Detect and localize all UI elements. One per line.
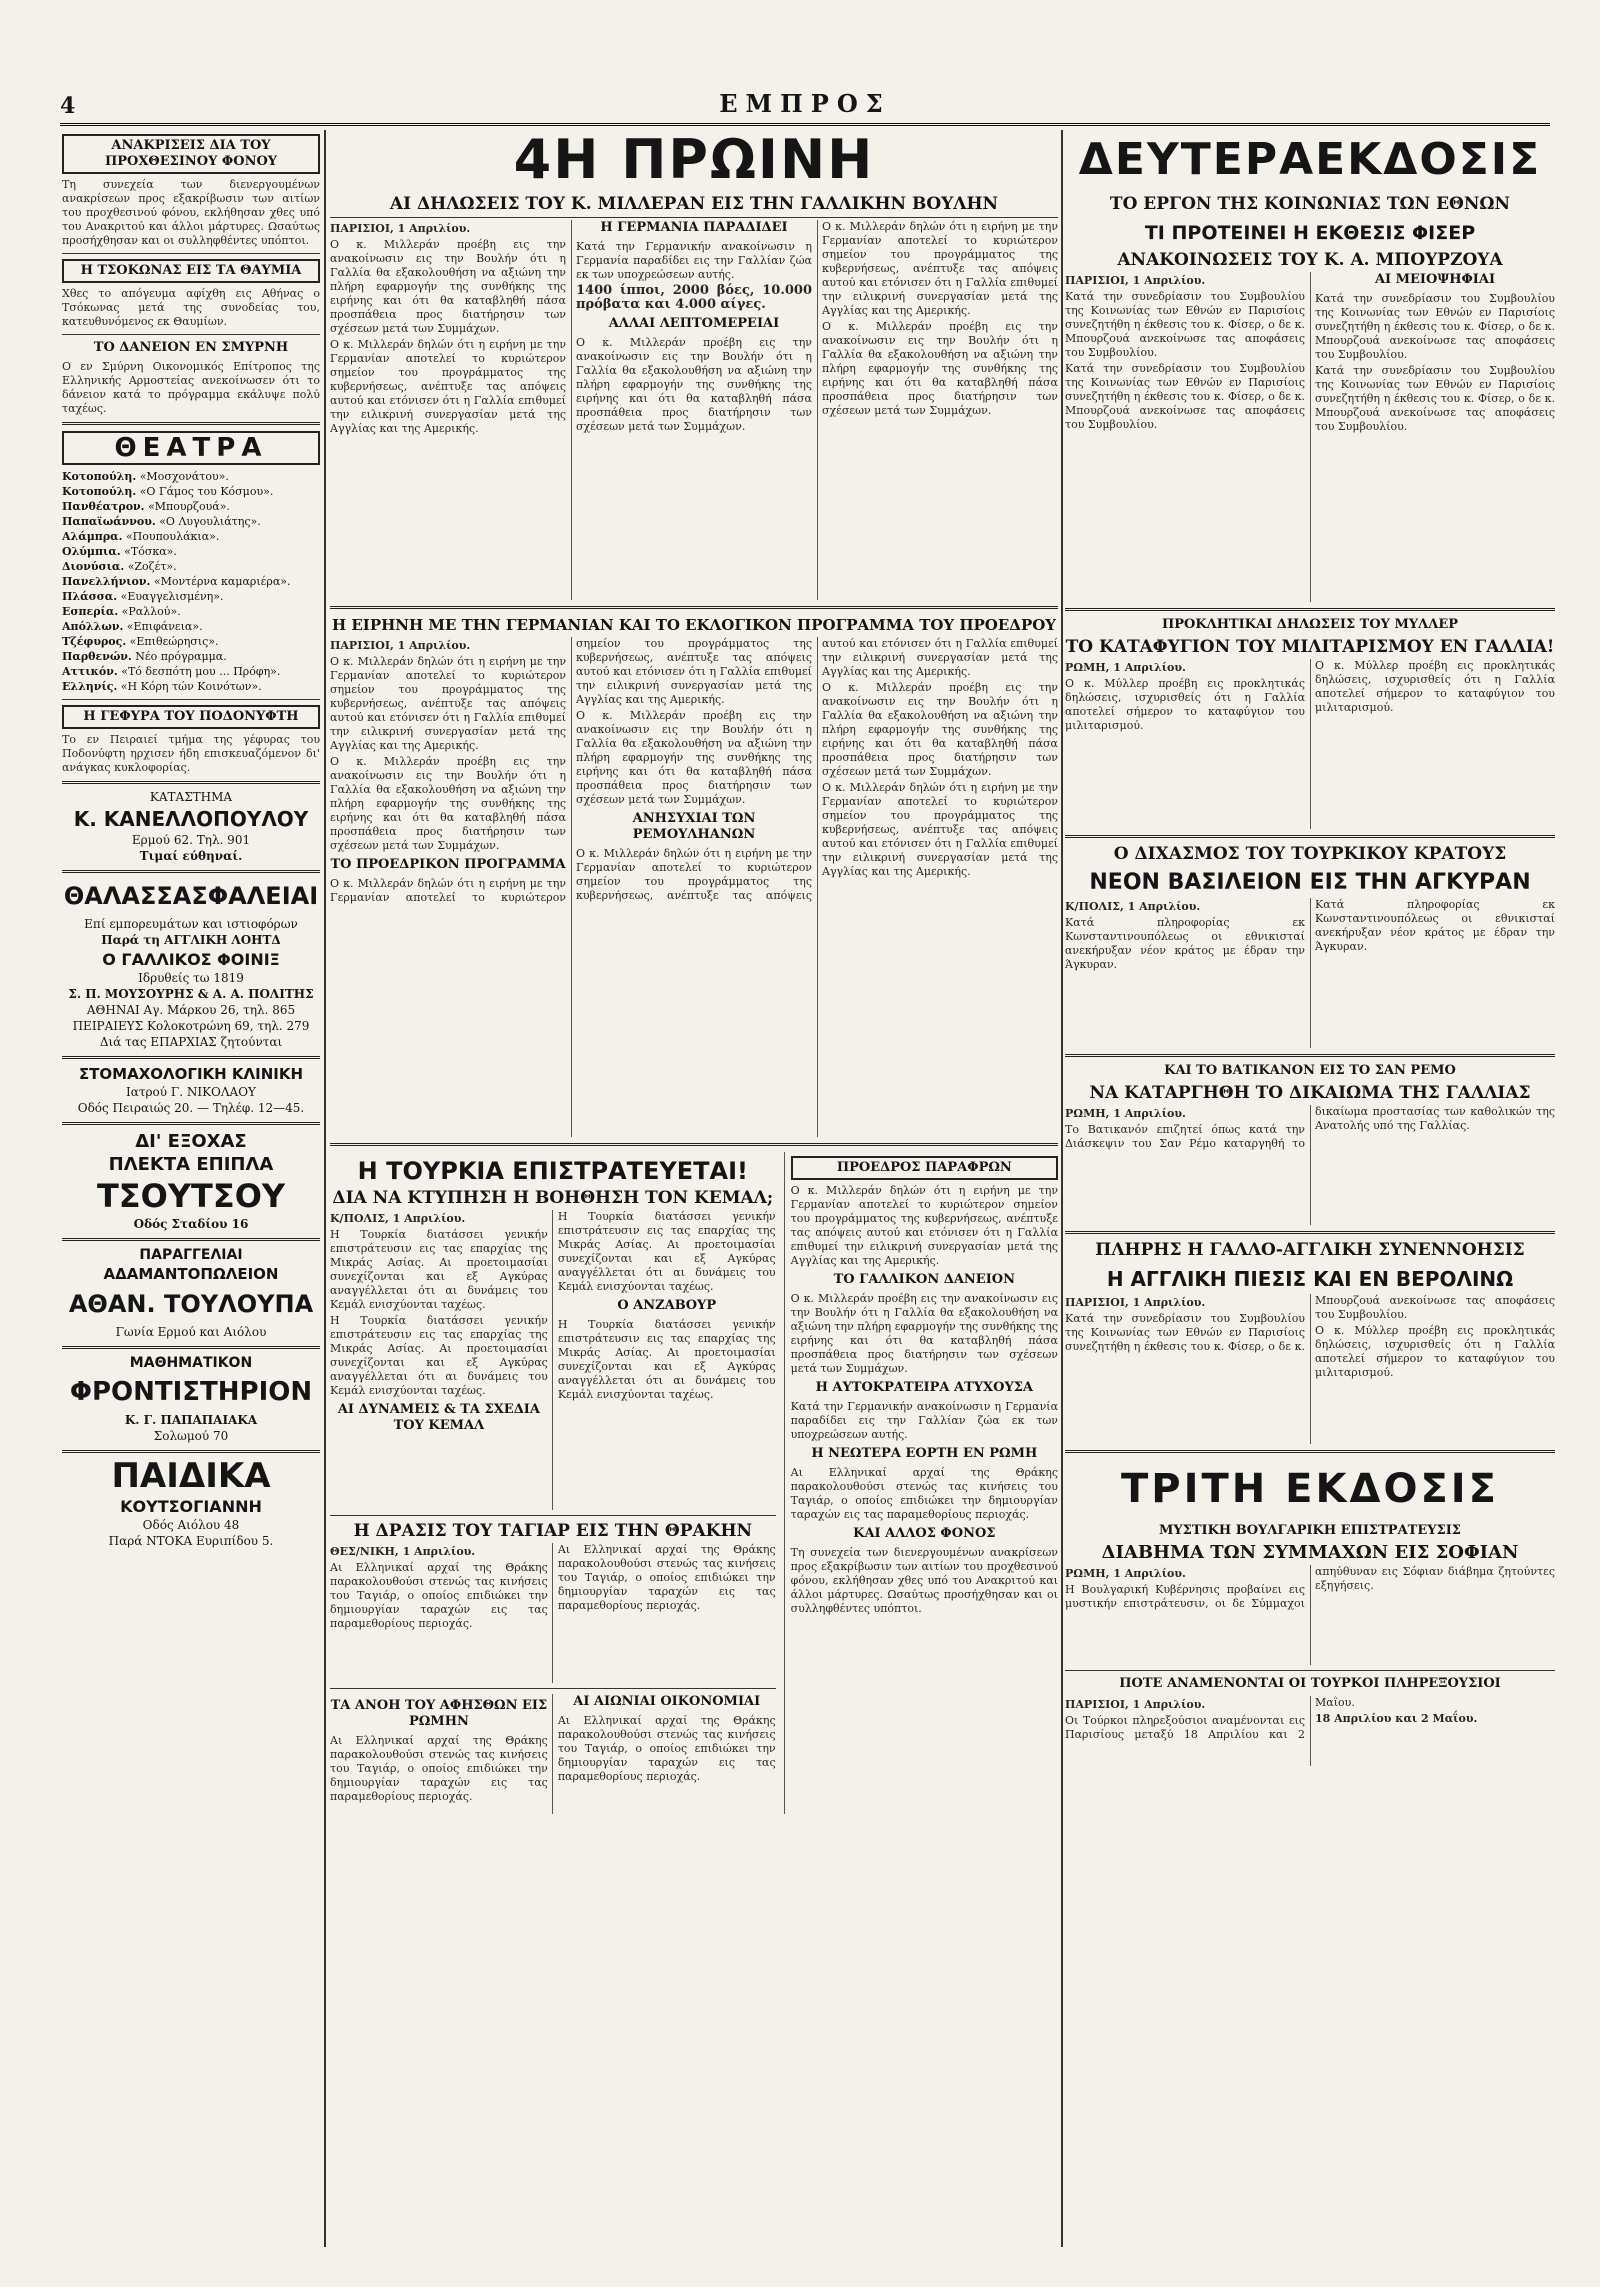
headline-katafygion: ΤΟ ΚΑΤΑΦΥΓΙΟΝ ΤΟΥ ΜΙΛΙΤΑΡΙΣΜΟΥ ΕΝ ΓΑΛΛΙΑ! <box>1065 637 1555 657</box>
article-text: Η Τουρκία διατάσσει γενικήν επιστράτευσιν εις τας επαρχίας της Μικράς Ασίας. Αι προετοιμασίαι συνεχίζονται και εξ Αγκύρας αναγγέλλεται ότι αι δυνάμεις του Κεμάλ ενισχύονται ταχέως. <box>330 1228 548 1311</box>
ad-label: ΚΑΤΑΣΤΗΜΑ <box>149 790 233 804</box>
ad-paidika: ΠΑΙΔΙΚΑ <box>111 1456 271 1496</box>
article-text: Η Τουρκία διατάσσει γενικήν επιστράτευσιν εις τας επαρχίας της Μικράς Ασίας. Αι προετοιμασίαι συνεχίζονται και εξ Αγκύρας αναγγέλλεται ότι αι δυνάμεις του Κεμάλ ενισχύονται ταχέως. <box>557 1318 776 1401</box>
ad-line: Ο ΓΑΛΛΙΚΟΣ ΦΟΙΝΙΞ <box>102 950 280 969</box>
headline-dynameis: ΑΙ ΔΥΝΑΜΕΙΣ & ΤΑ ΣΧΕΔΙΑ ΤΟΥ ΚΕΜΑΛ <box>337 1402 540 1433</box>
ad-line: ΑΔΑΜΑΝΤΟΠΩΛΕΙΟΝ <box>103 1265 279 1283</box>
article-text: Η Τουρκία διατάσσει γενικήν επιστράτευσιν εις τας επαρχίας της Μικράς Ασίας. Αι προετοιμασίαι συνεχίζονται και εξ Αγκύρας αναγγέλλεται ότι αι δυνάμεις του Κεμάλ ενισχύονται ταχέως. <box>330 1314 548 1397</box>
ad-price: Τιμαί εύθηναί. <box>139 849 243 863</box>
article-text: Ο κ. Μιλλεράν προέβη εις την ανακοίνωσιν εις την Βουλήν ότι η Γαλλία θα εξακολουθήση να αξιώνη την πλήρη εφαρμογήν της συνθήκης της ειρήνης και ότι θα καταβληθή πάσα προσπάθεια προς διατήρησιν των σχέσεων μετά των Συμμάχων. <box>330 238 566 335</box>
article-text: Ο κ. Μύλλερ προέβη εις προκλητικάς δηλώσεις, ισχυρισθείς ότι η Γαλλία αποτελεί σήμερον το καταφύγιον του μιλιταρισμού. <box>1065 677 1305 732</box>
ad-address: Σολωμού 70 <box>153 1429 229 1443</box>
dateline: Κ/ΠΟΛΙΣ, 1 Απριλίου. <box>330 1212 466 1225</box>
article-text: Οι Τούρκοι πληρεξούσιοι αναμένονται εις Παρισίους μεταξύ 18 Απριλίου και 2 Μαΐου. <box>1065 1696 1355 1741</box>
article-text: Αι Ελληνικαί αρχαί της Θράκης παρακολουθούσι στενώς τας κινήσεις του Ταγιάρ, ο οποίος επιδιώκει την δημιουργίαν ταραχών εις τας παραμεθορίους περιοχάς. <box>330 1734 548 1803</box>
article-millerand <box>330 220 1058 600</box>
ad-line: Ιδρυθείς τω 1819 <box>138 971 244 985</box>
headline-daneion: ΤΟ ΔΑΝΕΙΟΝ ΕΝ ΣΜΥΡΝΗ <box>93 340 289 355</box>
lower-center <box>330 1152 1058 1814</box>
headline-piesis: Η ΑΓΓΛΙΚΗ ΠΙΕΣΙΣ ΚΑΙ ΕΝ ΒΕΡΟΛΙΝΩ <box>1106 1267 1514 1291</box>
headline-proini: 4Η ΠΡΩΙΝΗ <box>513 130 875 191</box>
list-item: Πανθέατρον. «Μπουρζουά». <box>62 500 230 513</box>
list-item: Πλάσσα. «Ευαγγελισμένη». <box>62 590 224 603</box>
ad-thalassasfaleiai: ΘΑΛΑΣΣΑΣΦΑΛΕΙΑΙ <box>63 882 319 910</box>
article-text: Ο κ. Μιλλεράν προέβη εις την ανακοίνωσιν εις την Βουλήν ότι η Γαλλία θα εξακολουθήση να αξιώνη την πλήρη εφαρμογήν της συνθήκης της ειρήνης και ότι θα καταβληθή πάσα προσπάθεια προς διατήρησιν των σχέσεων μετά των Συμμάχων. <box>822 320 1058 417</box>
page-number: 4 <box>60 93 76 119</box>
ad-line: ΠΛΕΚΤΑ ΕΠΙΠΛΑ <box>108 1154 274 1175</box>
theatre-list <box>62 469 320 694</box>
article-text: Ο κ. Μιλλεράν προέβη εις την ανακοίνωσιν εις την Βουλήν ότι η Γαλλία θα εξακολουθήση να αξιώνη την πλήρη εφαρμογήν της συνθήκης της ειρήνης και ότι θα καταβληθή πάσα προσπάθεια προς διατήρησιν των σχέσεων μετά των Συμμάχων. <box>790 1292 1058 1375</box>
ad-tsoutsou: ΤΣΟΥΤΣΟΥ <box>96 1177 286 1215</box>
article-ethnon <box>1065 272 1555 602</box>
headline-fonos: ΚΑΙ ΑΛΛΟΣ ΦΟΝΟΣ <box>853 1526 996 1541</box>
headline-bourzoua: ΑΝΑΚΟΙΝΩΣΕΙΣ ΤΟΥ Κ. Α. ΜΠΟΥΡΖΟΥΑ <box>1117 250 1503 270</box>
article-text: Το εν Πειραιεί τμήμα της γέφυρας του Ποδονύφτη ηρχισεν ήδη επισκευαζόμενον δι' ανάγκας κυκλοφορίας. <box>62 733 320 774</box>
headline-alla: ΑΛΛΑΙ ΛΕΠΤΟΜΕΡΕΙΑΙ <box>608 316 780 331</box>
masthead <box>60 89 1550 126</box>
headline-ethnon: ΤΟ ΕΡΓΟΝ ΤΗΣ ΚΟΙΝΩΝΙΑΣ ΤΩΝ ΕΘΝΩΝ <box>1109 194 1511 214</box>
ad-line: Επί εμπορευμάτων και ιστιοφόρων <box>84 917 298 931</box>
ad-line: Παρά ΝΤΟΚΑ Ευριπίδου 5. <box>108 1534 274 1548</box>
ad-stomachologiki: ΣΤΟΜΑΧΟΛΟΓΙΚΗ ΚΛΙΝΙΚΗ <box>78 1065 304 1083</box>
headline-dichasmos: Ο ΔΙΧΑΣΜΟΣ ΤΟΥ ΤΟΥΡΚΙΚΟΥ ΚΡΑΤΟΥΣ <box>1113 844 1507 864</box>
column-rule <box>324 130 326 2247</box>
article-text: Ο κ. Μιλλεράν προέβη εις την ανακοίνωσιν εις την Βουλήν ότι η Γαλλία θα εξακολουθήση να αξιώνη την πλήρη εφαρμογήν της συνθήκης της ειρήνης και ότι θα καταβληθή πάσα προσπάθεια προς διατήρησιν των σχέσεων μετά των Συμμάχων. <box>576 336 812 433</box>
ad-address: Ερμού 62. Τηλ. 901 <box>131 833 251 847</box>
list-item: Διονύσια. «Ζοζέτ». <box>62 560 177 573</box>
list-item: Αττικόν. «Τό δεσπότη μου ... Πρόφη». <box>62 665 281 678</box>
dateline: ΠΑΡΙΣΙΟΙ, 1 Απριλίου. <box>1065 274 1206 287</box>
headline-diavima: ΔΙΑΒΗΜΑ ΤΩΝ ΣΥΜΜΑΧΩΝ ΕΙΣ ΣΟΦΙΑΝ <box>1101 1542 1519 1563</box>
headline-tourkia: Η ΤΟΥΡΚΙΑ ΕΠΙΣΤΡΑΤΕΥΕΤΑΙ! <box>357 1157 748 1185</box>
article-text: Ο κ. Μιλλεράν δηλών ότι η ειρήνη με την Γερμανίαν αποτελεί το κυριώτερον σημείον του προγράμματος της κυβερνήσεως, ανέπτυξε τας απόψεις αυτού και ετόνισεν ότι η Γαλλία επιθυμεί την ειλικρινή συνεργασίαν μετά της Αγγλίας και της Αμερικής. <box>822 781 1058 878</box>
headline-myller: ΠΡΟΚΛΗΤΙΚΑΙ ΔΗΛΩΣΕΙΣ ΤΟΥ ΜΥΛΛΕΡ <box>1161 617 1459 632</box>
article-text: Κατά την συνεδρίασιν του Συμβουλίου της Κοινωνίας των Εθνών εν Παρισίοις συνεζητήθη η έκθεσις του κ. Φίσερ, ο δε κ. Μπουρζουά ανεκοίνωσε τας αποφάσεις του Συμβουλίου. <box>1065 290 1305 359</box>
headline-eirini: Η ΕΙΡΗΝΗ ΜΕ ΤΗΝ ΓΕΡΜΑΝΙΑΝ ΚΑΙ ΤΟ ΕΚΛΟΓΙΚΟΝ ΠΡΟΓΡΑΜΜΑ ΤΟΥ ΠΡΟΕΔΡΟΥ <box>331 616 1056 634</box>
headline-millerand: ΑΙ ΔΗΛΩΣΕΙΣ ΤΟΥ Κ. ΜΙΛΛΕΡΑΝ ΕΙΣ ΤΗΝ ΓΑΛΛΙΚΗΝ ΒΟΥΛΗΝ <box>330 194 1058 218</box>
headline-aftokrateira: Η ΑΥΤΟΚΡΑΤΕΙΡΑ ΑΤΥΧΟΥΣΑ <box>815 1380 1034 1395</box>
article-text: Χθες το απόγευμα αφίχθη εις Αθήνας ο Τσόκωνας μετά της συνοδείας του, κατευθυνόμενος εκ Θαυμίων. <box>62 287 320 328</box>
dateline: ΡΩΜΗ, 1 Απριλίου. <box>1065 1567 1186 1580</box>
paper-name: ΕΜΠΡΟΣ <box>719 89 891 118</box>
ad-line: Οδός Πειραιώς 20. — Τηλέφ. 12—45. <box>77 1101 305 1115</box>
center-column <box>330 130 1058 2247</box>
article-text: Ο κ. Μιλλεράν προέβη εις την ανακοίνωσιν εις την Βουλήν ότι η Γαλλία θα εξακολουθήση να αξιώνη την πλήρη εφαρμογήν της συνθήκης της ειρήνης και ότι θα καταβληθή πάσα προσπάθεια προς διατήρησιν των σχέσεων μετά των Συμμάχων. <box>822 681 1058 778</box>
ad-line: Ιατρού Γ. ΝΙΚΟΛΑΟΥ <box>126 1085 256 1099</box>
headline-tsokonas: Η ΤΣΟΚΩΝΑΣ ΕΙΣ ΤΑ ΘΑΥΜΙΑ <box>62 259 320 283</box>
article-side <box>784 1152 1058 1814</box>
headline-tourkoi: ΠΟΤΕ ΑΝΑΜΕΝΟΝΤΑΙ ΟΙ ΤΟΥΡΚΟΙ ΠΛΗΡΕΞΟΥΣΙΟΙ <box>1119 1676 1501 1691</box>
ad-kanellopoulou: Κ. ΚΑΝΕΛΛΟΠΟΥΛΟΥ <box>73 807 309 831</box>
article-text: Ο κ. Μιλλεράν προέβη εις την ανακοίνωσιν εις την Βουλήν ότι η Γαλλία θα εξακολουθήση να αξιώνη την πλήρη εφαρμογήν της συνθήκης της ειρήνης και ότι θα καταβληθή πάσα προσπάθεια προς διατήρησιν των σχέσεων μετά των Συμμάχων. <box>330 755 566 852</box>
dateline: ΠΑΡΙΣΙΟΙ, 1 Απριλίου. <box>330 639 471 652</box>
dateline: ΠΑΡΙΣΙΟΙ, 1 Απριλίου. <box>1065 1296 1206 1309</box>
article-text: Αι Ελληνικαί αρχαί της Θράκης παρακολουθούσι στενώς τας κινήσεις του Ταγιάρ, ο οποίος επιδιώκει την δημιουργίαν ταραχών εις τας παραμεθορίους περιοχάς. <box>557 1543 776 1612</box>
article-diavima <box>1065 1565 1555 1665</box>
headline-germania: Η ΓΕΡΜΑΝΙΑ ΠΑΡΑΔΙΔΕΙ <box>600 220 788 235</box>
list-item: Τζέφυρος. «Επιθεώρησις». <box>62 635 219 648</box>
article-text: Κατά την συνεδρίασιν του Συμβουλίου της Κοινωνίας των Εθνών εν Παρισίοις συνεζητήθη η έκθεσις του κ. Φίσερ, ο δε κ. Μπουρζουά ανεκοίνωσε τας αποφάσεις του Συμβουλίου. <box>1315 364 1555 433</box>
article-text: Κατά πληροφορίας εκ Κωνσταντινουπόλεως οι εθνικισταί ανεκήρυξαν νέον κράτος με έδραν την Άγκυραν. <box>1315 898 1555 953</box>
article-text: Ο κ. Μιλλεράν δηλών ότι η ειρήνη με την Γερμανίαν αποτελεί το κυριώτερον σημείον του προγράμματος της κυβερνήσεως, ανέπτυξε τας απόψεις αυτού και ετόνισεν ότι η Γαλλία επιθυμεί την ειλικρινή συνεργασίαν μετά της Αγγλίας και της Αμερικής. <box>330 637 812 904</box>
article-text: Ο κ. Μιλλεράν δηλών ότι η ειρήνη με την Γερμανίαν αποτελεί το κυριώτερον σημείον του προγράμματος της κυβερνήσεως, ανέπτυξε τας απόψεις αυτού και ετόνισεν ότι η Γαλλία επιθυμεί την ειλικρινή συνεργασίαν μετά της Αγγλίας και της Αμερικής. <box>822 220 1058 317</box>
article-text: Η Τουρκία διατάσσει γενικήν επιστράτευσιν εις τας επαρχίας της Μικράς Ασίας. Αι προετοιμασίαι συνεχίζονται και εξ Αγκύρας αναγγέλλεται ότι αι δυνάμεις του Κεμάλ ενισχύονται ταχέως. <box>557 1210 776 1293</box>
headline-neon-vasileion: ΝΕΟΝ ΒΑΣΙΛΕΙΟΝ ΕΙΣ ΤΗΝ ΑΓΚΥΡΑΝ <box>1089 870 1531 895</box>
article-tourkoi <box>1065 1696 1555 1766</box>
ad-frontistirion: ΦΡΟΝΤΙΣΤΗΡΙΟΝ <box>69 1377 313 1407</box>
article-myller <box>1065 659 1555 829</box>
article-text: Αι Ελληνικαί αρχαί της Θράκης παρακολουθούσι στενώς τας κινήσεις του Ταγιάρ, ο οποίος επιδιώκει την δημιουργίαν ταραχών εις τας παραμεθορίους περιοχάς. <box>557 1714 776 1783</box>
headline-meiopsia: ΑΙ ΜΕΙΟΨΗΦΙΑΙ <box>1374 272 1496 287</box>
headline-gefyra: Η ΓΕΦΥΡΑ ΤΟΥ ΠΟΔΟΝΥΦΤΗ <box>62 705 320 729</box>
article-text: Κατά την Γερμανικήν ανακοίνωσιν η Γερμανία παραδίδει εις την Γαλλίαν ζώα εκ των υποχρεώσεων αυτής. <box>790 1400 1058 1441</box>
headline-triti: ΤΡΙΤΗ ΕΚΔΟΣΙΣ <box>1121 1466 1499 1512</box>
dateline: ΠΑΡΙΣΙΟΙ, 1 Απριλίου. <box>330 222 471 235</box>
headline-fiser: ΤΙ ΠΡΟΤΕΙΝΕΙ Η ΕΚΘΕΣΙΣ ΦΙΣΕΡ <box>1144 222 1476 244</box>
list-item: Απόλλων. «Επιφάνεια». <box>62 620 203 633</box>
headline-galliko: ΤΟ ΓΑΛΛΙΚΟΝ ΔΑΝΕΙΟΝ <box>833 1272 1015 1287</box>
article-text: Κατά την συνεδρίασιν του Συμβουλίου της Κοινωνίας των Εθνών εν Παρισίοις συνεζητήθη η έκθεσις του κ. Φίσερ, ο δε κ. Μπουρζουά ανεκοίνωσε τας αποφάσεις του Συμβουλίου. <box>1315 292 1555 361</box>
dateline: ΡΩΜΗ, 1 Απριλίου. <box>1065 661 1186 674</box>
ad-paragelia: ΠΑΡΑΓΓΕΛΙΑΙ <box>139 1247 243 1263</box>
list-item: Πανελλήνιον. «Μοντέρνα καμαριέρα». <box>62 575 291 588</box>
dateline: ΡΩΜΗ, 1 Απριλίου. <box>1065 1107 1186 1120</box>
ad-line: Παρά τη ΑΓΓΛΙΚΗ ΛΟΗΤΔ <box>101 933 281 947</box>
list-item: Εσπερία. «Ραλλού». <box>62 605 181 618</box>
headline-synennoisis: ΠΛΗΡΗΣ Η ΓΑΛΛΟ-ΑΓΓΛΙΚΗ ΣΥΝΕΝΝΟΗΣΙΣ <box>1095 1240 1525 1260</box>
article-text: Ο κ. Μύλλερ προέβη εις προκλητικάς δηλώσεις, ισχυρισθείς ότι η Γαλλία αποτελεί σήμερον το καταφύγιον του μιλιταρισμού. <box>1315 1324 1555 1379</box>
headline-anisychia: ΑΝΗΣΥΧΙΑΙ ΤΩΝ ΡΕΜΟΥΛΗΑΝΩΝ <box>632 811 756 842</box>
article-text: Ο κ. Μιλλεράν δηλών ότι η ειρήνη με την Γερμανίαν αποτελεί το κυριώτερον σημείον του προγράμματος της κυβερνήσεως, ανέπτυξε τας απόψεις αυτού και ετόνισεν ότι η Γαλλία επιθυμεί την ειλικρινή συνεργασίαν μετά της Αγγλίας και της Αμερικής. <box>330 338 566 435</box>
dateline: ΠΑΡΙΣΙΟΙ, 1 Απριλίου. <box>1065 1698 1206 1711</box>
article-text: Κατά την συνεδρίασιν του Συμβουλίου της Κοινωνίας των Εθνών εν Παρισίοις συνεζητήθη η έκθεσις του κ. Φίσερ, ο δε κ. Μπουρζουά ανεκοίνωσε τας αποφάσεις του Συμβουλίου. <box>1065 362 1305 431</box>
ad-line: Σ. Π. ΜΟΥΣΟΥΡΗΣ & Α. Α. ΠΟΛΙΤΗΣ <box>68 987 314 1001</box>
dateline: Κ/ΠΟΛΙΣ, 1 Απριλίου. <box>1065 900 1201 913</box>
headline-anoi: ΤΑ ΑΝΟΗ ΤΟΥ ΑΦΗΣΘΩΝ ΕΙΣ ΡΩΜΗΝ <box>330 1698 548 1729</box>
headline-defteraekdosis: ΔΕΥΤΕΡΑΕΚΔΟΣΙΣ <box>1078 134 1542 185</box>
article-text: Ο κ. Μύλλερ προέβη εις προκλητικάς δηλώσεις, ισχυρισθείς ότι η Γαλλία αποτελεί σήμερον το καταφύγιον του μιλιταρισμού. <box>1315 659 1555 714</box>
article-text: Ο κ. Μιλλεράν προέβη εις την ανακοίνωσιν εις την Βουλήν ότι η Γαλλία θα εξακολουθήση να αξιώνη την πλήρη εφαρμογήν της συνθήκης της ειρήνης και ότι θα καταβληθή πάσα προσπάθεια προς διατήρησιν των σχέσεων μετά των Συμμάχων. <box>576 709 812 806</box>
headline-anakriseis: ΑΝΑΚΡΙΣΕΙΣ ΔΙΑ ΤΟΥ ΠΡΟΧΘΕΣΙΝΟΥ ΦΟΝΟΥ <box>62 134 320 174</box>
ad-line: ΚΟΥΤΣΟΓΙΑΝΝΗ <box>120 1497 262 1516</box>
article-text: Ο εν Σμύρνη Οικονομικός Επίτροπος της Ελληνικής Αρμοστείας ανεκοίνωσεν ότι το δάνειον κατά το πρόγραμμα εκάλυψε πολύ ταχέως. <box>62 360 320 415</box>
article-tourkia <box>330 1152 776 1814</box>
ad-line: ΠΕΙΡΑΙΕΥΣ Κολοκοτρώνη 69, τηλ. 279 <box>72 1019 310 1033</box>
article-text: Κατά την Γερμανικήν ανακοίνωσιν η Γερμανία παραδίδει εις την Γαλλίαν ζώα εκ των υποχρεώσεων αυτής. <box>576 240 812 281</box>
headline-anzabour: Ο ΑΝΖΑΒΟΥΡ <box>617 1298 717 1313</box>
ad-line: Γωνία Ερμού και Αιόλου <box>115 1325 267 1339</box>
article-dichasmos <box>1065 898 1555 1048</box>
dateline: ΘΕΣ/ΝΙΚΗ, 1 Απριλίου. <box>330 1545 476 1558</box>
headline-taiar: Η ΔΡΑΣΙΣ ΤΟΥ ΤΑΓΙΑΡ ΕΙΣ ΤΗΝ ΘΡΑΚΗΝ <box>353 1521 753 1541</box>
list-item: Παρθενών. Νέο πρόγραμμα. <box>62 650 227 663</box>
headline-dikaioma: ΝΑ ΚΑΤΑΡΓΗΘΗ ΤΟ ΔΙΚΑΙΩΜΑ ΤΗΣ ΓΑΛΛΙΑΣ <box>1089 1083 1531 1103</box>
ad-touloupa: ΑΘΑΝ. ΤΟΥΛΟΥΠΑ <box>68 1290 314 1318</box>
headline-mystiki: ΜΥΣΤΙΚΗ ΒΟΥΛΓΑΡΙΚΗ ΕΠΙΣΤΡΑΤΕΥΣΙΣ <box>1158 1523 1461 1538</box>
article-text: Αι Ελληνικαί αρχαί της Θράκης παρακολουθούσι στενώς τας κινήσεις του Ταγιάρ, ο οποίος επιδιώκει την δημιουργίαν ταραχών εις τας παραμεθορίους περιοχάς. <box>330 1561 548 1630</box>
right-column <box>1065 130 1555 2247</box>
numbers-text: 1400 ίπποι, 2000 βόες, 10.000 πρόβατα και 4.000 αίγες. <box>576 283 812 312</box>
article-eirini <box>330 637 1058 1137</box>
ad-line: Διά τας ΕΠΑΡΧΙΑΣ ζητούνται <box>99 1035 283 1049</box>
ad-line: ΜΑΘΗΜΑΤΙΚΟΝ <box>129 1355 253 1371</box>
article-text: Ο κ. Μιλλεράν δηλών ότι η ειρήνη με την Γερμανίαν αποτελεί το κυριώτερον σημείον του προγράμματος της κυβερνήσεως, ανέπτυξε τας απόψεις αυτού και ετόνισεν ότι η Γαλλία επιθυμεί την ειλικρινή συνεργασίαν μετά της Αγγλίας και της Αμερικής. <box>576 637 1058 902</box>
article-text: Αι Ελληνικαί αρχαί της Θράκης παρακολουθούσι στενώς τας κινήσεις του Ταγιάρ, ο οποίος επιδιώκει την δημιουργίαν ταραχών εις τας παραμεθορίους περιοχάς. <box>790 1466 1058 1521</box>
headline-theatra: ΘΕΑΤΡΑ <box>62 431 320 465</box>
headline-tourkia-sub: ΔΙΑ ΝΑ ΚΤΥΠΗΣΗ Η ΒΟΗΘΗΣΗ ΤΟΝ ΚΕΜΑΛ; <box>332 1188 774 1208</box>
article-vatikanon <box>1065 1105 1555 1225</box>
article-text: Ο κ. Μιλλεράν δηλών ότι η ειρήνη με την Γερμανίαν αποτελεί το κυριώτερον σημείον του προγράμματος της κυβερνήσεως, ανέπτυξε τας απόψεις αυτού και ετόνισεν ότι η Γαλλία επιθυμεί την ειλικρινή συνεργασίαν μετά της Αγγλίας και της Αμερικής. <box>790 1184 1058 1267</box>
article-text: Τη συνεχεία των διενεργουμένων ανακρίσεων προς εξακρίβωσιν των αιτίων του προχθεσινού φόνου, εκλήθησαν χθες υπό του Ανακριτού και άλλοι μάρτυρες. Ωσαύτως προσήχθησαν και οι συλληφθέντες υπόπτοι. <box>790 1546 1058 1615</box>
article-text: Το Βατικανόν επιζητεί όπως κατά την Διάσκεψιν του Σαν Ρέμο καταργηθή το δικαίωμα προστασίας των καθολικών της Ανατολής υπό της Γαλλίας. <box>1065 1105 1555 1150</box>
list-item: Κοτοπούλη. «Μοσχονάτου». <box>62 470 229 483</box>
headline-vatikanon: ΚΑΙ ΤΟ ΒΑΤΙΚΑΝΟΝ ΕΙΣ ΤΟ ΣΑΝ ΡΕΜΟ <box>1164 1063 1456 1078</box>
headline-aionioi: ΑΙ ΑΙΩΝΙΑΙ ΟΙΚΟΝΟΜΙΑΙ <box>573 1694 761 1709</box>
article-text: Ο κ. Μιλλεράν δηλών ότι η ειρήνη με την Γερμανίαν αποτελεί το κυριώτερον σημείον του προγράμματος της κυβερνήσεως, ανέπτυξε τας απόψεις αυτού και ετόνισεν ότι η Γαλλία επιθυμεί την ειλικρινή συνεργασίαν μετά της Αγγλίας και της Αμερικής. <box>330 655 566 752</box>
ad-address: Οδός Αιόλου 48 <box>142 1518 240 1532</box>
column-rule <box>1061 130 1063 2247</box>
ad-line: ΔΙ' ΕΞΟΧΑΣ <box>135 1131 247 1152</box>
headline-nea-eorti: Η ΝΕΩΤΕΡΑ ΕΟΡΤΗ ΕΝ ΡΩΜΗ <box>811 1446 1038 1461</box>
article-piesis <box>1065 1294 1555 1444</box>
list-item: Κοτοπούλη. «Ο Γάμος του Κόσμου». <box>62 485 274 498</box>
list-item: Παπαϊωάννου. «Ο Λυγουλιάτης». <box>62 515 261 528</box>
ad-line: ΑΘΗΝΑΙ Αγ. Μάρκου 26, τηλ. 865 <box>86 1003 296 1017</box>
list-item: Ελληνίς. «Η Κόρη τών Κοινότων». <box>62 680 262 693</box>
article-text: Η Βουλγαρική Κυβέρνησις προβαίνει εις μυστικήν επιστράτευσιν, οι δε Σύμμαχοι απηύθυναν εις Σόφιαν διάβημα ζητούντες εξηγήσεις. <box>1065 1565 1555 1610</box>
dates-text: 18 Απριλίου και 2 Μαΐου. <box>1315 1712 1478 1725</box>
headline-proedros: ΠΡΟΕΔΡΟΣ ΠΑΡΑΦΡΩΝ <box>791 1156 1058 1180</box>
ad-line: Κ. Γ. ΠΑΠΑΠΑΙΑΚΑ <box>124 1413 258 1427</box>
left-column <box>62 130 320 2247</box>
list-item: Ολύμπια. «Τόσκα». <box>62 545 177 558</box>
list-item: Αλάμπρα. «Πουπουλάκια». <box>62 530 220 543</box>
headline-programma: ΤΟ ΠΡΟΕΔΡΙΚΟΝ ΠΡΟΓΡΑΜΜΑ <box>330 857 566 872</box>
ad-address: Οδός Σταδίου 16 <box>133 1217 249 1231</box>
article-text: Κατά την συνεδρίασιν του Συμβουλίου της Κοινωνίας των Εθνών εν Παρισίοις συνεζητήθη η έκθεσις του κ. Φίσερ, ο δε κ. Μπουρζουά ανεκοίνωσε τας αποφάσεις του Συμβουλίου. <box>1065 1294 1555 1353</box>
article-text: Τη συνεχεία των διενεργουμένων ανακρίσεων προς εξακρίβωσιν των αιτίων του προχθεσινού φόνου, εκλήθησαν χθες υπό του Ανακριτού και άλλοι μάρτυρες. Ωσαύτως προσήχθησαν και οι συλληφθέντες υπόπτοι. <box>62 178 320 247</box>
article-text: Κατά πληροφορίας εκ Κωνσταντινουπόλεως οι εθνικισταί ανεκήρυξαν νέον κράτος με έδραν την Άγκυραν. <box>1065 916 1305 971</box>
